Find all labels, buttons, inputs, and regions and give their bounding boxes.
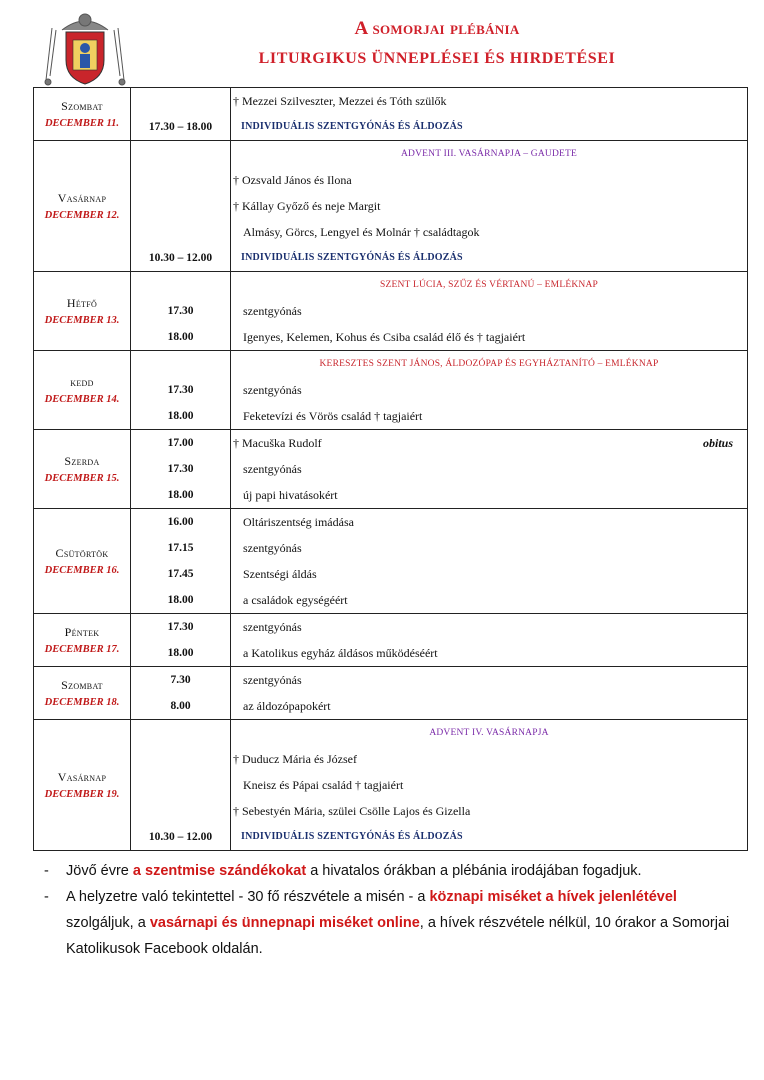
time-label: 18.00 [167,594,194,606]
times-cell [131,509,231,614]
time-label: 7.30 [170,674,191,686]
time-label [131,798,230,824]
schedule-line [231,798,747,824]
time-label [131,219,230,245]
mass-intention: szentgyónás [243,462,302,476]
schedule-line [231,324,747,350]
time-label: 18.00 [167,410,194,422]
feast-title: ADVENT III. VASÁRNAPJA – GAUDETE [400,149,578,159]
feast-title: KERESZTES SZENT JÁNOS, ÁLDOZÓPAP ÉS EGYHÁZTANÍTÓ – EMLÉKNAP [319,359,659,369]
feast-title: ADVENT IV. VASÁRNAPJA [429,728,549,738]
announcement-item [44,858,744,884]
schedule-line [231,298,747,324]
note-highlight: a szentmise szándékokat [132,863,307,879]
feast-title: SZENT LÚCIA, SZŰZ ÉS VÉRTANÚ – EMLÉKNAP [379,280,599,290]
times-cell [131,720,231,851]
time-label [131,746,230,772]
day-name: Péntek [64,625,100,639]
time-label: 10.30 – 12.00 [148,831,213,843]
mass-intention: új papi hivatásokért [243,488,338,502]
day-row [34,509,748,614]
day-row [34,430,748,509]
day-row [34,667,748,720]
time-label: 17.30 [167,621,194,633]
time-label [131,720,230,746]
times-cell [131,141,231,272]
mass-intention: † Kállay Győző és neje Margit [233,199,381,213]
times-cell [131,88,231,141]
intentions-cell [231,667,748,720]
schedule-line [231,509,747,535]
announcements [44,858,744,962]
schedule-line [231,167,747,193]
bullet-dash: - [44,863,49,879]
bullet-dash: - [44,889,49,905]
day-date: DECEMBER 15. [44,473,120,484]
mass-intention: Igenyes, Kelemen, Kohus és Csiba család élő és † tagjaiért [243,330,526,344]
time-label [131,88,230,114]
mass-intention: Oltáriszentség imádása [243,515,354,529]
day-row [34,614,748,667]
mass-intention: szentgyónás [243,620,302,634]
schedule-line [231,587,747,613]
mass-intention: szentgyónás [243,673,302,687]
day-cell [34,430,131,509]
note-text: , a hívek részvétele nélkül, 10 órakor a Somorjai Katolikusok Facebook oldalán. [66,915,730,957]
intentions-cell [231,272,748,351]
day-name: Csütörtök [55,546,109,560]
schedule-line [231,88,747,114]
time-label [131,141,230,167]
mass-intention: † Macuška Rudolf [233,436,322,450]
day-cell [34,141,131,272]
mass-intention: a Katolikus egyház áldásos működéséért [243,646,438,660]
time-label [131,167,230,193]
mass-intention: Kneisz és Pápai család † tagjaiért [243,778,404,792]
time-label: 17.30 – 18.00 [148,121,213,133]
note-text: szolgáljuk, a [66,915,150,931]
time-label: 8.00 [170,700,191,712]
day-row [34,141,748,272]
intentions-cell [231,614,748,667]
day-name: Szombat [61,99,103,113]
intentions-cell [231,141,748,272]
time-label: 10.30 – 12.00 [148,252,213,264]
schedule-line [231,245,747,271]
time-label: 17.30 [167,463,194,475]
schedule-line [231,720,747,746]
note-text: Jövő évre [66,863,133,879]
schedule-line [231,351,747,377]
schedule-line [231,772,747,798]
schedule-line [231,667,747,693]
mass-intention: szentgyónás [243,304,302,318]
day-date: DECEMBER 13. [44,315,120,326]
schedule-line [231,535,747,561]
day-cell [34,272,131,351]
schedule-line [231,693,747,719]
schedule-line [231,746,747,772]
time-label: 17.00 [167,437,194,449]
time-label: 17.15 [167,542,194,554]
time-label [131,351,230,377]
intentions-cell [231,720,748,851]
mass-intention: Almásy, Görcs, Lengyel és Molnár † családtagok [243,225,480,239]
day-cell [34,667,131,720]
schedule-line [231,456,747,482]
day-cell [34,351,131,430]
day-date: DECEMBER 14. [44,394,120,405]
day-name: Vasárnap [57,191,107,205]
day-cell [34,509,131,614]
note-text: a hivatalos órákban a plébánia irodájában fogadjuk. [306,863,642,879]
time-label: 17.45 [167,568,194,580]
schedule-line [231,482,747,508]
intentions-cell [231,88,748,141]
time-label: 18.00 [167,647,194,659]
schedule-line [231,219,747,245]
mass-intention: szentgyónás [243,383,302,397]
mass-intention: † Mezzei Szilveszter, Mezzei és Tóth szülők [233,94,447,108]
day-date: DECEMBER 16. [44,565,120,576]
day-row [34,351,748,430]
day-row [34,272,748,351]
day-date: DECEMBER 11. [44,118,120,129]
intentions-cell [231,509,748,614]
time-label [131,272,230,298]
day-cell [34,88,131,141]
time-label: 17.30 [167,384,194,396]
mass-intention: † Ozsvald János és Ilona [233,173,352,187]
day-row [34,720,748,851]
day-date: DECEMBER 19. [44,789,120,800]
confession-notice: INDIVIDUÁLIS SZENTGYÓNÁS ÉS ÁLDOZÁS [241,252,463,263]
obitus-label: obitus [702,436,733,450]
confession-notice: INDIVIDUÁLIS SZENTGYÓNÁS ÉS ÁLDOZÁS [241,121,463,132]
day-cell [34,720,131,851]
schedule-line [231,614,747,640]
note-text: A helyzetre való tekintettel - 30 fő részvétele a misén - a [66,889,430,905]
day-name: Szombat [61,678,103,692]
times-cell [131,667,231,720]
intentions-cell [231,430,748,509]
times-cell [131,272,231,351]
mass-intention: † Duducz Mária és József [233,752,357,766]
time-label: 18.00 [167,489,194,501]
page-title: A somorjai plébánia [354,18,520,39]
day-cell [34,614,131,667]
times-cell [131,614,231,667]
mass-intention: az áldozópapokért [243,699,331,713]
day-name: Hétfő [66,296,98,310]
schedule-line [231,193,747,219]
schedule-line [231,403,747,429]
schedule-line [231,430,747,456]
note-highlight: köznapi miséket a hívek jelenlétével [429,889,677,905]
time-label [131,772,230,798]
intentions-cell [231,351,748,430]
announcement-item [44,884,744,962]
schedule-line [231,377,747,403]
time-label [131,193,230,219]
day-date: DECEMBER 18. [44,697,120,708]
schedule-line [231,114,747,140]
schedule-line [231,561,747,587]
times-cell [131,430,231,509]
mass-intention: Feketevízi és Vörös család † tagjaiért [243,409,423,423]
time-label: 16.00 [167,516,194,528]
schedule-line [231,640,747,666]
time-label: 17.30 [167,305,194,317]
schedule-line [231,141,747,167]
times-cell [131,351,231,430]
day-date: DECEMBER 12. [44,210,120,221]
day-name: Szerda [64,454,100,468]
mass-intention: Szentségi áldás [243,567,317,581]
page-subtitle: LITURGIKUS ÜNNEPLÉSEI ÉS HIRDETÉSEI [258,50,616,67]
day-name: Vasárnap [57,770,107,784]
note-highlight: vasárnapi és ünnepnapi miséket online [149,915,420,931]
day-date: DECEMBER 17. [44,644,120,655]
time-label: 18.00 [167,331,194,343]
schedule-line [231,272,747,298]
mass-intention: a családok egységéért [243,593,348,607]
schedule-line [231,824,747,850]
day-row [34,88,748,141]
mass-intention: szentgyónás [243,541,302,555]
day-name: kedd [70,375,94,389]
confession-notice: INDIVIDUÁLIS SZENTGYÓNÁS ÉS ÁLDOZÁS [241,831,463,842]
liturgy-schedule-table [33,87,748,851]
mass-intention: † Sebestyén Mária, szülei Csölle Lajos és Gizella [233,804,471,818]
